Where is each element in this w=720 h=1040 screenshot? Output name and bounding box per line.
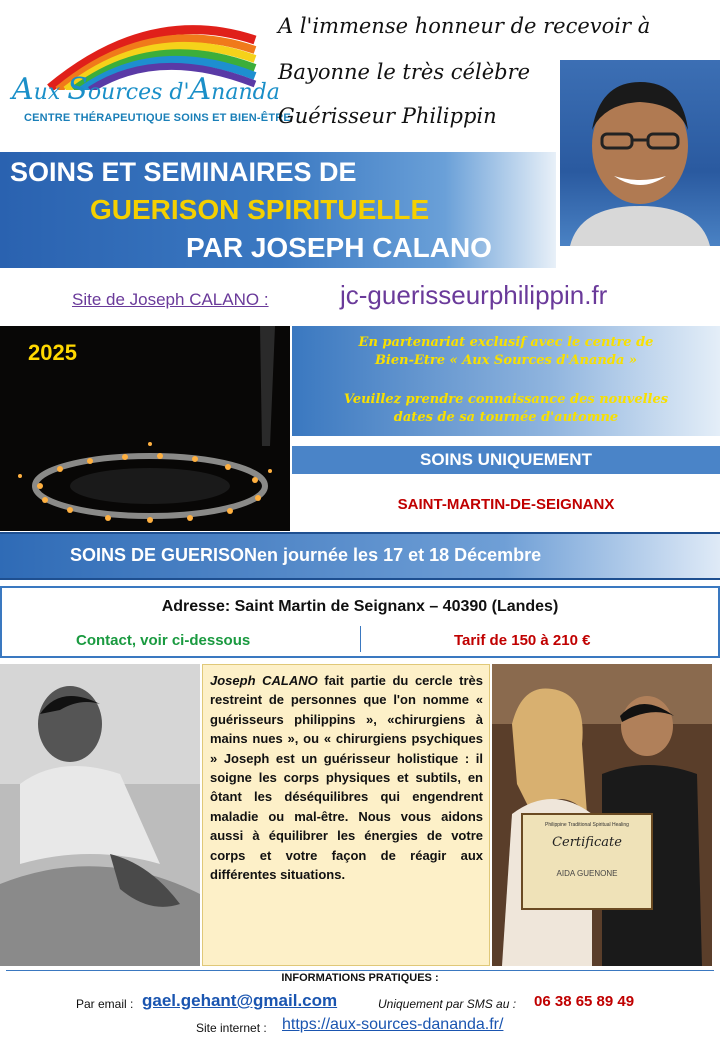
portrait-image-icon	[560, 60, 720, 246]
website-link[interactable]: https://aux-sources-dananda.fr/	[282, 1016, 504, 1033]
logo-brand-name: Aux Sources d'Ananda	[12, 72, 280, 107]
intro-line-2: Bayonne le très célèbre	[278, 60, 531, 84]
certificate-holder: AIDA GUENONE	[556, 869, 618, 878]
soins-uniquement-bar: SOINS UNIQUEMENT	[292, 446, 720, 474]
address-divider	[360, 626, 361, 652]
footer-divider	[6, 970, 714, 971]
certificate-photo	[492, 664, 712, 966]
email-link[interactable]: gael.gehant@gmail.com	[142, 991, 338, 1010]
title-line-1: SOINS ET SEMINAIRES DE	[10, 157, 357, 187]
healer-working-photo	[0, 664, 200, 966]
phone-number: 06 38 65 89 49	[534, 993, 635, 1010]
title-line-2: GUERISON SPIRITUELLE	[90, 194, 430, 225]
year-label: 2025	[28, 340, 77, 365]
certificate-header: Philippine Traditional Spiritual Healing	[545, 822, 629, 828]
ananda-logo	[10, 10, 291, 130]
healer-portrait	[560, 60, 720, 246]
certificate-title: Certificate	[552, 835, 622, 850]
certificate-image-icon	[492, 664, 712, 966]
healer-image-icon	[0, 664, 200, 966]
bio-name: Joseph CALANO	[210, 673, 318, 688]
intro-line-1: A l'immense honneur de recevoir à	[278, 14, 651, 38]
journey-dates: SOINS DE GUERISONen journée les 17 et 18 Décembre	[70, 545, 542, 565]
partner-line-4: dates de sa tournée d'automne	[393, 410, 619, 425]
partner-line-3: Veuillez prendre connaissance des nouvelles	[343, 392, 669, 407]
logo-tagline: CENTRE THÉRAPEUTIQUE SOINS ET BIEN-ÊTRE	[24, 112, 291, 124]
sms-label: Uniquement par SMS au :	[378, 997, 517, 1011]
partner-line-2: Bien-Etre « Aux Sources d'Ananda »	[374, 353, 638, 368]
bio-text	[210, 671, 483, 884]
partner-line-1: En partenariat exclusif avec le centre de	[358, 335, 654, 350]
contact-text: Contact, voir ci-dessous	[76, 632, 251, 649]
address-text: Adresse: Saint Martin de Seignanx – 40390 (Landes)	[161, 598, 559, 615]
bio-body: fait partie du cercle très restreint de personnes que l'on nomme « guérisseurs philippins », «chirurgiens à mains nues », ou « chirurgiens psychiques » Joseph est un guérisseur holistique : il soigne les corps physiques et subtils, en ôtant les déséquilibres qui engendrent maladie ou mal-être. Nous vous aidons aussi à équilibrer les énergies de votre corps et votre façon de réagir aux différentes situations.	[210, 673, 484, 883]
intro-line-3: Guérisseur Philippin	[278, 104, 497, 128]
tarif-text: Tarif de 150 à 210 €	[454, 632, 591, 649]
email-label: Par email :	[76, 997, 134, 1011]
footer-title: INFORMATIONS PRATIQUES :	[281, 972, 439, 984]
city-label: SAINT-MARTIN-DE-SEIGNANX	[397, 496, 615, 513]
website-label: Site internet :	[196, 1021, 267, 1035]
site-url-link[interactable]: jc-guerisseurphilippin.fr	[340, 280, 608, 310]
site-label: Site de Joseph CALANO :	[72, 290, 269, 309]
title-line-3: PAR JOSEPH CALANO	[186, 232, 492, 263]
